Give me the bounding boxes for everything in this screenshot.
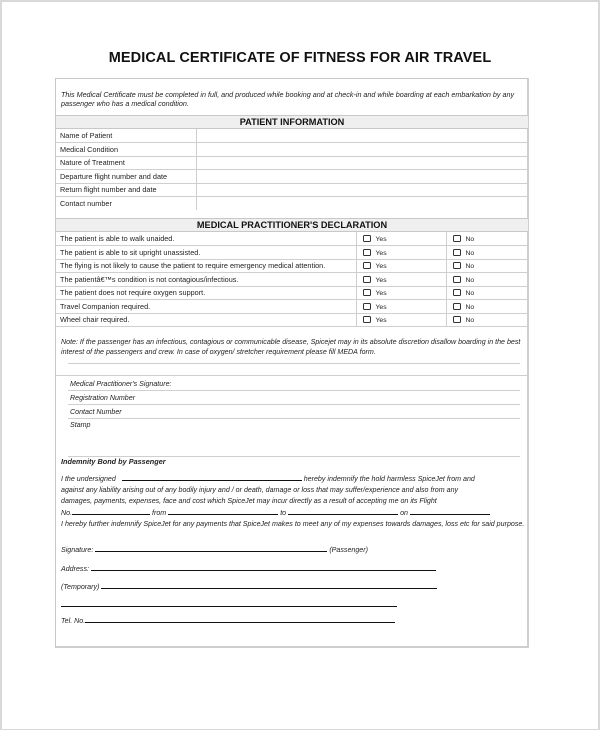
registration-number-label: Registration Number	[70, 394, 136, 402]
tel-field[interactable]	[85, 616, 395, 623]
contact-number-practitioner-label: Contact Number	[70, 408, 122, 416]
table-row	[56, 197, 528, 211]
yes-option[interactable]	[356, 246, 446, 260]
to-field[interactable]	[288, 507, 398, 515]
checkbox-icon[interactable]	[453, 303, 461, 310]
flight-no-label: No.	[61, 509, 73, 517]
table-row	[56, 129, 528, 143]
from-field[interactable]	[168, 507, 278, 515]
contact-number-label: Contact number	[56, 197, 196, 211]
practitioner-signature-label: Medical Practitioner's Signature:	[70, 380, 172, 388]
table-row	[56, 259, 528, 273]
checkbox-icon[interactable]	[363, 316, 371, 323]
yes-label: Yes	[375, 303, 387, 311]
address-label: Address:	[61, 565, 89, 573]
on-date-field[interactable]	[410, 507, 490, 515]
temporary-label: (Temporary)	[61, 583, 100, 591]
no-option[interactable]	[446, 273, 528, 287]
undersigned-name-field[interactable]	[122, 473, 302, 481]
table-row	[56, 300, 528, 314]
no-label: No	[465, 290, 475, 298]
stamp-label: Stamp	[70, 421, 91, 429]
indemnity-hereby-text: hereby indemnify the hold harmless SpiceJet from and	[303, 475, 475, 483]
table-row	[56, 170, 528, 184]
return-flight-field[interactable]	[196, 183, 528, 197]
indemnity-line-3: damages, payments, expenses, face and cost which SpiceJet may incur directly as a result of accepting me on its Flight	[61, 497, 437, 505]
checkbox-icon[interactable]	[453, 276, 461, 283]
checkbox-icon[interactable]	[453, 235, 461, 242]
table-row	[56, 143, 528, 157]
document-title: MEDICAL CERTIFICATE OF FITNESS FOR AIR TRAVEL	[108, 50, 492, 66]
contact-number-practitioner-field[interactable]	[68, 406, 520, 419]
table-row	[56, 286, 528, 300]
patient-information-table	[56, 129, 528, 210]
table-row	[56, 246, 528, 260]
temporary-address-row	[61, 582, 437, 591]
divider	[68, 363, 520, 364]
address-row	[61, 564, 436, 573]
no-option[interactable]	[446, 259, 528, 273]
practitioner-signature-field[interactable]	[68, 378, 520, 391]
yes-label: Yes	[375, 317, 387, 325]
on-label: on	[400, 509, 408, 517]
declaration-question: The flying is not likely to cause the patient to require emergency medical attention.	[56, 259, 356, 273]
checkbox-icon[interactable]	[363, 249, 371, 256]
medical-condition-field[interactable]	[196, 143, 528, 157]
tel-row	[61, 616, 395, 625]
yes-label: Yes	[375, 249, 387, 257]
no-label: No	[465, 317, 475, 325]
yes-option[interactable]	[356, 286, 446, 300]
address-continuation-field[interactable]	[61, 600, 397, 607]
contact-number-field[interactable]	[196, 197, 528, 211]
checkbox-icon[interactable]	[363, 235, 371, 242]
nature-of-treatment-field[interactable]	[196, 156, 528, 170]
passenger-signature-field[interactable]	[95, 545, 327, 552]
no-option[interactable]	[446, 232, 528, 246]
yes-option[interactable]	[356, 232, 446, 246]
table-row	[56, 313, 528, 327]
checkbox-icon[interactable]	[453, 289, 461, 296]
declaration-question: The patientâ€™s condition is not contagious/infectious.	[56, 273, 356, 287]
declaration-header: MEDICAL PRACTITIONER'S DECLARATION	[56, 218, 528, 232]
no-option[interactable]	[446, 286, 528, 300]
table-row	[56, 273, 528, 287]
table-row	[56, 232, 528, 246]
indemnity-paragraph-1	[61, 473, 525, 519]
checkbox-icon[interactable]	[363, 303, 371, 310]
indemnity-line-2: against any liability arising out of any bodily injury and / or death, damage or loss that may suffer/experience and also from any	[61, 486, 459, 494]
yes-option[interactable]	[356, 273, 446, 287]
intro-text: This Medical Certificate must be completed in full, and produced while booking and at check-in and while boarding at each embarkation by any passenger who has a medical condition.	[61, 90, 515, 108]
form-container	[55, 78, 529, 648]
yes-label: Yes	[375, 236, 387, 243]
address-continuation-row	[61, 600, 397, 609]
to-label: to	[280, 509, 287, 517]
nature-of-treatment-label: Nature of Treatment	[56, 156, 196, 170]
no-label: No	[465, 236, 475, 243]
declaration-question: Travel Companion required.	[56, 300, 356, 314]
temporary-address-field[interactable]	[101, 582, 437, 589]
registration-number-field[interactable]	[68, 392, 520, 405]
yes-option[interactable]	[356, 313, 446, 327]
name-of-patient-field[interactable]	[196, 129, 528, 143]
no-label: No	[465, 249, 475, 257]
stamp-field[interactable]	[68, 419, 520, 457]
yes-label: Yes	[375, 276, 387, 284]
medical-condition-label: Medical Condition	[56, 143, 196, 157]
no-label: No	[465, 303, 475, 311]
divider	[56, 375, 528, 376]
declaration-note: Note: If the passenger has an infectious, contagious or communicable disease, Spicejet may in its absolute discretion disallow boarding in the best interest of the passengers and crew. In case of oxygen/ stretcher requirement please fill MEDA form.	[61, 338, 521, 356]
departure-flight-label: Departure flight number and date	[56, 170, 196, 184]
no-option[interactable]	[446, 313, 528, 327]
checkbox-icon[interactable]	[453, 249, 461, 256]
checkbox-icon[interactable]	[363, 262, 371, 269]
passenger-label: (Passenger)	[329, 546, 368, 554]
yes-label: Yes	[375, 263, 387, 271]
name-of-patient-label: Name of Patient	[56, 129, 196, 143]
yes-label: Yes	[375, 290, 387, 298]
from-label: from	[152, 509, 167, 517]
indemnity-undersigned-text: I the undersigned	[61, 475, 116, 483]
return-flight-label: Return flight number and date	[56, 183, 196, 197]
yes-option[interactable]	[356, 259, 446, 273]
checkbox-icon[interactable]	[363, 276, 371, 283]
declaration-question: Wheel chair required.	[56, 313, 356, 327]
table-row	[56, 156, 528, 170]
flight-no-field[interactable]	[72, 507, 150, 515]
signature-label: Signature:	[61, 546, 94, 554]
no-option[interactable]	[446, 300, 528, 314]
indemnity-title: Indemnity Bond by Passenger	[61, 457, 166, 466]
patient-information-header: PATIENT INFORMATION	[56, 115, 528, 129]
declaration-table	[56, 232, 528, 327]
checkbox-icon[interactable]	[453, 316, 461, 323]
declaration-question: The patient is able to sit upright unassisted.	[56, 246, 356, 260]
declaration-question: The patient does not require oxygen support.	[56, 286, 356, 300]
passenger-signature-row	[61, 545, 368, 554]
table-row	[56, 183, 528, 197]
checkbox-icon[interactable]	[453, 262, 461, 269]
no-label: No	[465, 276, 475, 284]
address-field[interactable]	[91, 564, 436, 571]
yes-option[interactable]	[356, 300, 446, 314]
checkbox-icon[interactable]	[363, 289, 371, 296]
tel-label: Tel. No.	[61, 617, 86, 625]
declaration-question: The patient is able to walk unaided.	[56, 232, 356, 246]
departure-flight-field[interactable]	[196, 170, 528, 184]
no-option[interactable]	[446, 246, 528, 260]
indemnity-paragraph-2: I hereby further indemnify SpiceJet for any payments that SpiceJet makes to meet any of my expenses towards damages, loss etc for said purpose.	[61, 520, 525, 528]
no-label: No	[465, 263, 475, 271]
